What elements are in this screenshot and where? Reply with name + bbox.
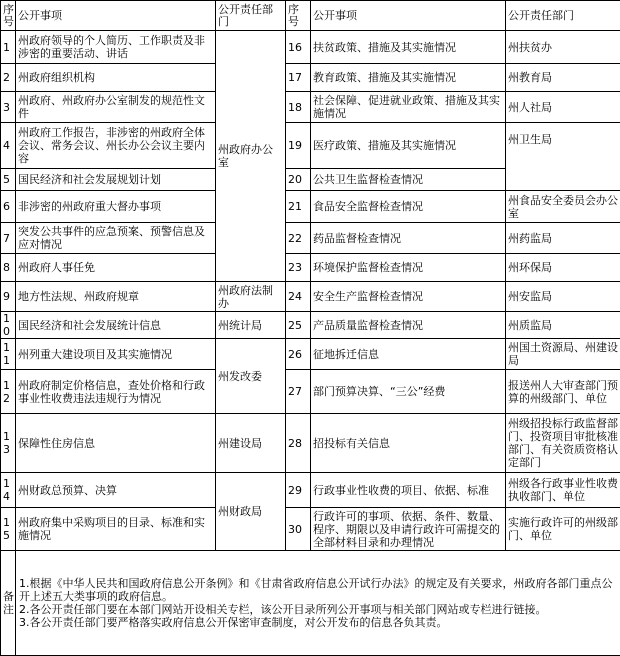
header-item-right: 公开事项 — [311, 1, 506, 31]
row-number: 21 — [286, 191, 311, 223]
row-number: 18 — [286, 92, 311, 123]
row-number: 22 — [286, 223, 311, 254]
row-number: 4 — [1, 123, 16, 169]
table-row — [1, 508, 620, 551]
row-number: 14 — [1, 473, 16, 508]
item-text: 州财政总预算、决算 — [16, 473, 216, 508]
dept-text: 州人社局 — [506, 92, 620, 123]
row-number: 15 — [1, 508, 16, 551]
table-row — [1, 123, 620, 169]
row-number: 20 — [286, 169, 311, 191]
dept-text: 州卫生局 — [506, 123, 620, 191]
dept-office: 州政府办公室 — [216, 31, 286, 282]
row-number: 7 — [1, 223, 16, 254]
dept-housing: 州建设局 — [216, 414, 286, 473]
item-text: 公共卫生监督检查情况 — [311, 169, 506, 191]
header-item: 公开事项 — [16, 1, 216, 31]
row-number: 2 — [1, 64, 16, 92]
header-seq: 序号 — [1, 1, 16, 31]
item-text: 州政府制定价格信息，查处价格和行政事业性收费违法违规行为情况 — [16, 370, 216, 414]
dept-finance: 州财政局 — [216, 473, 286, 551]
header-dept: 公开责任部门 — [216, 1, 286, 31]
row-number: 27 — [286, 370, 311, 414]
dept-text: 州教育局 — [506, 64, 620, 92]
dept-text: 州环保局 — [506, 254, 620, 282]
note-line-2: 2.各公开责任部门要在本部门网站开设相关专栏，该公开目录所列公开事项与相关部门网站或专栏进行链接。 — [19, 603, 617, 616]
dept-text: 州级各行政事业性收费执收部门、单位 — [506, 473, 620, 508]
table-row — [1, 282, 620, 312]
row-number: 8 — [1, 254, 16, 282]
row-number: 28 — [286, 414, 311, 473]
table-row — [1, 92, 620, 123]
dept-text: 实施行政许可的州级部门、单位 — [506, 508, 620, 551]
notes-label: 备注 — [1, 551, 16, 656]
item-text: 州政府工作报告，非涉密的州政府全体会议、常务会议、州长办公会议主要内容 — [16, 123, 216, 169]
item-text: 教育政策、措施及其实施情况 — [311, 64, 506, 92]
table-row — [1, 64, 620, 92]
item-text: 突发公共事件的应急预案、预警信息及应对情况 — [16, 223, 216, 254]
row-number: 11 — [1, 339, 16, 370]
item-text: 州政府、州政府办公室制发的规范性文件 — [16, 92, 216, 123]
dept-text: 州级招投标行政监督部门、投资项目审批核准部门、有关资质资格认定部门 — [506, 414, 620, 473]
dept-text: 州国土资源局、州建设局 — [506, 339, 620, 370]
item-text: 产品质量监督检查情况 — [311, 312, 506, 339]
table-row — [1, 31, 620, 64]
dept-stats: 州统计局 — [216, 312, 286, 339]
item-text: 扶贫政策、措施及其实施情况 — [311, 31, 506, 64]
header-row — [1, 1, 620, 31]
dept-text: 州食品安全委员会办公室 — [506, 191, 620, 223]
item-text: 保障性住房信息 — [16, 414, 216, 473]
item-text: 州政府人事任免 — [16, 254, 216, 282]
item-text: 医疗政策、措施及其实施情况 — [311, 123, 506, 169]
dept-text: 报送州人大审查部门预算的州级部门、单位 — [506, 370, 620, 414]
item-text: 安全生产监督检查情况 — [311, 282, 506, 312]
table-row — [1, 339, 620, 370]
item-text: 非涉密的州政府重大督办事项 — [16, 191, 216, 223]
table-row — [1, 473, 620, 508]
item-text: 国民经济和社会发展统计信息 — [16, 312, 216, 339]
row-number: 23 — [286, 254, 311, 282]
table-row — [1, 414, 620, 473]
item-text: 州政府组织机构 — [16, 64, 216, 92]
row-number: 29 — [286, 473, 311, 508]
item-text: 环境保护监督检查情况 — [311, 254, 506, 282]
row-number: 17 — [286, 64, 311, 92]
row-number: 24 — [286, 282, 311, 312]
table-row — [1, 370, 620, 414]
row-number: 9 — [1, 282, 16, 312]
note-line-1: 1.根据《中华人民共和国政府信息公开条例》和《甘肃省政府信息公开试行办法》的规定及有关要求，州政府各部门重点公开上述五大类事项的政府信息。 — [19, 577, 617, 603]
item-text: 征地拆迁信息 — [311, 339, 506, 370]
dept-legal: 州政府法制办 — [216, 282, 286, 312]
row-number: 25 — [286, 312, 311, 339]
header-dept-right: 公开责任部门 — [506, 1, 620, 31]
table-row — [1, 254, 620, 282]
header-seq-right: 序号 — [286, 1, 311, 31]
table-row — [1, 312, 620, 339]
row-number: 16 — [286, 31, 311, 64]
dept-text: 州药监局 — [506, 223, 620, 254]
item-text: 州政府集中采购项目的目录、标准和实施情况 — [16, 508, 216, 551]
row-number: 10 — [1, 312, 16, 339]
item-text: 招投标有关信息 — [311, 414, 506, 473]
item-text: 社会保障、促进就业政策、措施及其实施情况 — [311, 92, 506, 123]
item-text: 地方性法规、州政府规章 — [16, 282, 216, 312]
row-number: 6 — [1, 191, 16, 223]
notes-content — [16, 551, 620, 656]
dept-text: 州安监局 — [506, 282, 620, 312]
table-row — [1, 191, 620, 223]
row-number: 3 — [1, 92, 16, 123]
row-number: 19 — [286, 123, 311, 169]
table-row — [1, 223, 620, 254]
item-text: 州政府领导的个人简历、工作职责及非涉密的重要活动、讲话 — [16, 31, 216, 64]
dept-text: 州质监局 — [506, 312, 620, 339]
note-line-3: 3.各公开责任部门要严格落实政府信息公开保密审查制度，对公开发布的信息各负其责。 — [19, 616, 617, 629]
row-number: 12 — [1, 370, 16, 414]
row-number: 26 — [286, 339, 311, 370]
item-text: 国民经济和社会发展规划计划 — [16, 169, 216, 191]
row-number: 1 — [1, 31, 16, 64]
dept-ndrc: 州发改委 — [216, 339, 286, 414]
item-text: 药品监督检查情况 — [311, 223, 506, 254]
item-text: 行政许可的事项、依据、条件、数量、程序、期限以及申请行政许可需提交的全部材料目录和办理情况 — [311, 508, 506, 551]
row-number: 13 — [1, 414, 16, 473]
dept-text: 州扶贫办 — [506, 31, 620, 64]
item-text: 部门预算决算、“三公”经费 — [311, 370, 506, 414]
row-number: 30 — [286, 508, 311, 551]
row-number: 5 — [1, 169, 16, 191]
notes-row — [1, 551, 620, 656]
item-text: 行政事业性收费的项目、依据、标准 — [311, 473, 506, 508]
item-text: 食品安全监督检查情况 — [311, 191, 506, 223]
item-text: 州列重大建设项目及其实施情况 — [16, 339, 216, 370]
